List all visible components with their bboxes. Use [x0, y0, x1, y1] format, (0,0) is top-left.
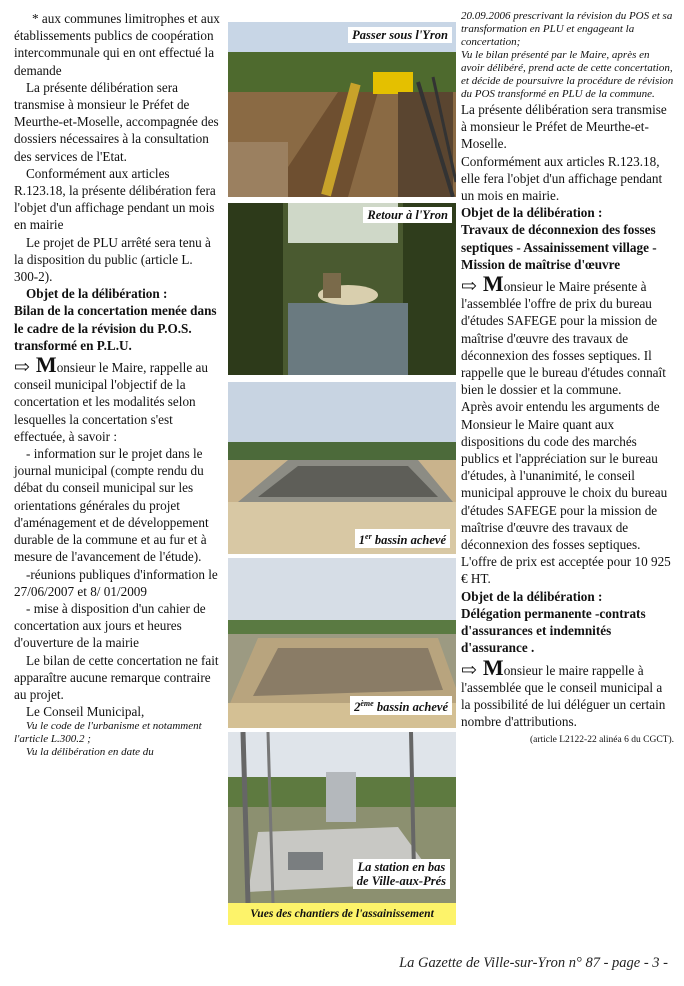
- left-paragraph-5: Le bilan de cette concertation ne fait apparaître aucune remarque contraire au projet.: [14, 652, 219, 702]
- drop-initial: M: [35, 352, 57, 378]
- arrow-right-icon: ⇨: [461, 659, 477, 681]
- left-vu-1: Vu le code de l'urbanisme et notamment l'article L.300.2 ;: [14, 720, 202, 746]
- right-paragraph-1: La présente délibération sera transmise à monsieur le Préfet de Meurthe-et-Moselle.: [461, 102, 667, 152]
- page-footer: La Gazette de Ville-sur-Yron n° 87 - page - 3 -: [399, 955, 668, 971]
- photo-trench: [228, 22, 456, 197]
- caption-photo-3: 1er bassin achevé: [355, 529, 450, 548]
- right-arrow-paragraph-2: [461, 654, 674, 731]
- right-objet-2-title: Objet de la délibération :: [461, 588, 603, 604]
- left-item-2: -réunions publiques d'information le 27/06/2007 et 8/ 01/2009: [14, 566, 218, 599]
- left-item-1: - information sur le projet dans le journal municipal (compte rendu du débat du conseil municipal sur les orientations générales du projet d'aménagement et de développement durable de la commune et au fur et à mesure de l'avancement de l'étude).: [14, 446, 209, 565]
- right-paragraph-2: Conformément aux articles R.123.18, elle fera l'objet d'un affichage pendant un mois en mairie.: [461, 153, 663, 204]
- left-objet-subject: Bilan de la concertation menée dans le cadre de la révision du P.O.S. transformé en P.L.U.: [14, 303, 217, 353]
- right-note: (article L2122-22 alinéa 6 du CGCT).: [529, 735, 674, 746]
- left-arrow-paragraph: [14, 352, 220, 445]
- right-objet-1-subject: Travaux de déconnexion des fosses septiques - Assainissement village - Mission de maîtrise d'œuvre: [461, 222, 657, 272]
- left-objet-title: Objet de la délibération :: [26, 286, 168, 302]
- left-vu-2: Vu la délibération en date du: [26, 746, 154, 759]
- right-italic-1: 20.09.2006 prescrivant la révision du POS et sa transformation en PLU et engageant la concertation;: [461, 10, 673, 48]
- drop-initial: M: [482, 271, 504, 297]
- caption-photo-4: 2ème bassin achevé: [350, 696, 452, 715]
- right-arrow-paragraph-1: [461, 271, 674, 398]
- left-paragraph-6: Le Conseil Municipal,: [26, 704, 145, 720]
- caption-photo-1: Passer sous l'Yron: [348, 27, 452, 43]
- drop-initial: M: [482, 654, 504, 680]
- left-column: [14, 10, 220, 759]
- photo-basin-1: [228, 382, 456, 554]
- left-paragraph-2: La présente délibération sera transmise à monsieur le Préfet de Meurthe-et-Moselle, accompagnée des dossiers nécessaires à la consultation des services de l'Etat.: [14, 79, 219, 164]
- right-paragraph-3: Après avoir entendu les arguments de Monsieur le Maire quant aux dispositions du code des marchés publics et l'appréciation sur le bureau d'études, à l'unanimité, le conseil municipal approuve le choix du bureau d'études SAFEGE pour la mission de maîtrise d'œuvre des travaux de déconnexion des fosses septiques. L'offre de prix est acceptée pour 10 925 € HT.: [461, 399, 671, 587]
- river-image: [228, 203, 456, 375]
- trench-image: [228, 22, 456, 197]
- right-column: [461, 10, 674, 750]
- photo-caption-band: Vues des chantiers de l'assainissement: [228, 903, 456, 925]
- photo-basin-2: [228, 558, 456, 728]
- left-item-3: - mise à disposition d'un cahier de concertation aux jours et heures d'ouverture de la mairie: [14, 600, 206, 651]
- right-arrow-text-2: onsieur le maire rappelle à l'assemblée que le conseil municipal a la possibilité de lui déléguer un certain nombre d'attributions.: [461, 662, 666, 730]
- arrow-right-icon: ⇨: [461, 276, 477, 298]
- right-objet-1-title: Objet de la délibération :: [461, 205, 603, 221]
- right-arrow-text-1: onsieur le Maire présente à l'assemblée l'offre de prix du bureau d'études SAFEGE pour la mission de maîtrise d'œuvre des travaux de déconnexion des fosses septiques. Il rappelle que le bureau d'études connaît bien le dossier et la commune.: [461, 279, 666, 398]
- left-paragraph-3: Conformément aux articles R.123.18, la présente délibération fera l'objet d'un affichage pendant un mois en mairie: [14, 165, 216, 233]
- photo-river: [228, 203, 456, 375]
- caption-photo-5: La station en bas de Ville-aux-Prés: [353, 859, 450, 889]
- left-paragraph-1: * aux communes limitrophes et aux établissements publics de coopération intercommunale qui en ont effectué la demande: [14, 11, 220, 78]
- photo-station: [228, 732, 456, 903]
- right-objet-2-subject: Délégation permanente -contrats d'assurances et indemnités d'assurance .: [461, 605, 646, 656]
- left-arrow-text: onsieur le Maire, rappelle au conseil municipal l'objectif de la concertation et les modalités selon lesquelles la concertation s'est effectuée, à savoir :: [14, 360, 208, 444]
- caption-photo-2: Retour à l'Yron: [363, 207, 452, 223]
- right-italic-2: Vu le bilan présenté par le Maire, après en avoir délibéré, prend acte de cette concertation, et décide de poursuivre la procédure de révision du POS transformé en PLU de la commune.: [461, 49, 674, 100]
- arrow-right-icon: ⇨: [14, 357, 30, 379]
- photo-column: [228, 0, 456, 930]
- left-paragraph-4: Le projet de PLU arrêté sera tenu à la disposition du public (article L. 300-2).: [14, 234, 211, 285]
